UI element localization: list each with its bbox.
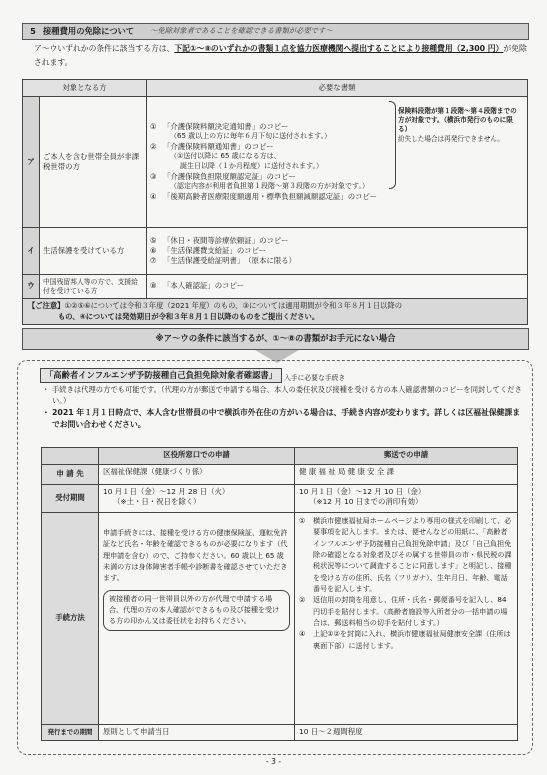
- doc-2-note-1: （①送付以降に 65 歳になる方は、: [170, 152, 281, 161]
- period-ward: [99, 485, 295, 513]
- section-number: 5: [30, 25, 36, 36]
- eligibility-table: [22, 79, 528, 325]
- row-i-docs: [147, 228, 528, 275]
- issue-mail: 10 日～２週間程度: [295, 725, 518, 741]
- row-a-target: ご本人を含む世帯全員が非課税世帯の方: [40, 97, 147, 228]
- bullet-1: ・ 手続きは代理の方でも可能です。（代理の方が郵送で申請する場合、本人の委任状及び接種を受ける方の本人確認書類のコピーを同封してください。）: [42, 385, 522, 405]
- row-i-target: 生活保護を受けている方: [40, 228, 147, 275]
- header-mail: 郵送での申請: [295, 448, 518, 465]
- header-blank: [42, 448, 99, 465]
- application-table: [41, 447, 518, 741]
- issue-label: 発行までの期間: [42, 725, 99, 741]
- procedure-ward-text: 申請手続きには、接種を受ける方の健康保険証、運転免許証など氏名・年齢を確認できるものが必要になります（代理申請を含む）ので、ご持参ください。60 歳以上 65 歳未満の方は身体障害者手帳や診断書を確認させていただきます。: [103, 528, 288, 583]
- doc-1-note: （65 歳以上の方に毎年６月下旬に送付されます。）: [170, 132, 332, 141]
- caution-line-2: もの、④については発効期日が令和３年８月１日以降のものをご提出ください。: [58, 311, 320, 321]
- period-label: 受付期間: [42, 485, 99, 513]
- period-ward-2: （※土・日・祝日を除く）: [113, 497, 201, 507]
- row-i: [23, 228, 528, 275]
- doc-6: ⑥ 「生活保護費支給証」のコピー: [150, 245, 267, 255]
- doc-2: ② 「介護保険料額通知書」のコピー: [150, 142, 274, 152]
- certificate-title-suffix: 入手に必要な手続き: [283, 374, 346, 383]
- procedure-ward: [99, 513, 295, 725]
- intro-part1: ア～ウいずれかの条件に該当する方は、: [34, 44, 175, 53]
- section-subtitle: ～免除対象者であることを確認できる書類が必要です～: [150, 26, 333, 36]
- bullet-2: ・ 2021 年１月１日時点で、本人含む世帯員の中で横浜市外在住の方がいる場合は、手続き内容が変わります。詳しくは区福祉保健課までお問い合わせください。: [42, 407, 521, 429]
- row-i-letter: イ: [23, 228, 40, 275]
- proxy-note-box: 被接種者の同一世帯員以外の方が代理で申請する場合、代理の方の本人確認ができるもの及び接種を受ける方の印かん又は委任状をお持ちください。: [103, 590, 290, 631]
- doc-8: ⑧ 「本人確認証」のコピー: [150, 281, 245, 291]
- insurance-note-2: 紛失した場合は再発行できません。: [398, 134, 504, 143]
- apply-to-mail: 健 康 福 祉 局 健 康 安 全 課: [295, 465, 518, 485]
- period-mail-1: 10 月１日（金）～12 月 10 日（金）: [299, 487, 426, 496]
- caution-line-1: ①②⑤⑥については令和３年度（2021 年度）のもの、③については適用期間が令和３年８月１日以降の: [64, 301, 403, 310]
- row-u-target: 中国残留邦人等の方で、支援給付を受けている方: [40, 275, 147, 299]
- no-document-band: ※ア～ウの条件に該当するが、①～⑧の書類がお手元にない場合: [22, 328, 529, 350]
- section-header: [22, 23, 529, 40]
- procedure-label: 手続方法: [42, 513, 99, 725]
- apply-to-label: 申 請 先: [42, 465, 99, 485]
- intro-paragraph: [34, 42, 530, 69]
- page-number: - 3 -: [266, 757, 281, 766]
- mail-step-2: ② 返信用の封筒を用意し、住所・氏名・郵便番号を記入し、84 円切手を貼付します。（高齢者施設等入所者分の一括申請の場合は、郵送料相当の切手を貼付します。）: [299, 595, 508, 628]
- header-target: 対象となる方: [23, 80, 147, 97]
- row-a: [23, 97, 528, 228]
- insurance-note-1: 保険料段階が第１段階～第４段階までの方が対象です。（横浜市発行のものに限る）: [398, 107, 517, 134]
- section-title: 接種費用の免除について: [43, 25, 135, 36]
- caution-note: [23, 299, 528, 325]
- doc-3: ③ 「介護保険負担限度額認定証」のコピー: [150, 171, 296, 181]
- row-a-letter: ア: [23, 97, 40, 228]
- doc-2-note-2: 誕生日以降（１か月程度）に送付されます。）: [180, 162, 323, 170]
- certificate-notes: [42, 385, 522, 430]
- period-mail: [295, 485, 518, 513]
- doc-3-note: （認定内容が利用者負担第１段階～第３段階の方が対象です。）: [170, 181, 369, 190]
- doc-7: ⑦ 「生活保護受給証明書」 （原本に限る）: [150, 256, 297, 266]
- caution-row: [23, 299, 528, 325]
- period-mail-2: （※12 月 10 日までの消印有効）: [309, 497, 423, 507]
- row-u-docs: [147, 275, 528, 299]
- doc-1: ① 「介護保険料額決定通知書」のコピー: [150, 122, 289, 132]
- procedure-mail: [295, 513, 518, 725]
- row-u: [23, 275, 528, 299]
- issue-ward: 原則として申請当日: [99, 725, 295, 741]
- doc-5: ⑤ 「休日・夜間等診療依頼証」のコピー: [150, 235, 289, 245]
- header-ward-office: 区役所窓口での申請: [99, 448, 295, 465]
- period-ward-1: 10 月１日（金）～12 月 28 日（火）: [103, 487, 230, 496]
- row-a-docs: [147, 97, 528, 228]
- doc-4: ④ 「後期高齢者医療限度額適用・標準負担額減額認定証」のコピー: [150, 191, 378, 201]
- brace-shape: [389, 101, 396, 189]
- mail-step-1: ① 横浜市健康福祉局ホームページより専用の様式を印刷して、必要事項を記入します。または、便せんなどの用紙に、「高齢者インフルエンザ予防接種自己負担免除申請」及び「自己負担免除の確認となる対象者及びその属する世帯員の市・県民税の課税状況等について調査することに同意します」と明記し、接種を受ける方の住所、氏名（フリガナ）、生年月日、年齢、電話番号を記入します。: [299, 516, 512, 594]
- intro-part2: 下記①～⑧のいずれかの書類１点を協力医療機関へ提出することにより接種費用（2,300 円）: [174, 44, 504, 53]
- caution-label: 【ご注意】: [28, 301, 65, 310]
- certificate-title: 「高齢者インフルエンザ予防接種自己負担免除対象者確認書」: [40, 368, 282, 383]
- insurance-note: [398, 107, 522, 144]
- mail-step-3: ④ 上記①②を封筒に入れ、横浜市健康福祉局健康安全課（住所は裏面下部）に送付します。: [299, 629, 511, 650]
- row-u-letter: ウ: [23, 275, 40, 299]
- header-documents: 必要な書類: [147, 80, 528, 97]
- apply-to-ward: 区福祉保健課（健康づくり係）: [99, 465, 295, 485]
- intro-part3: が免除されます。: [34, 44, 527, 67]
- certificate-heading: [40, 368, 345, 383]
